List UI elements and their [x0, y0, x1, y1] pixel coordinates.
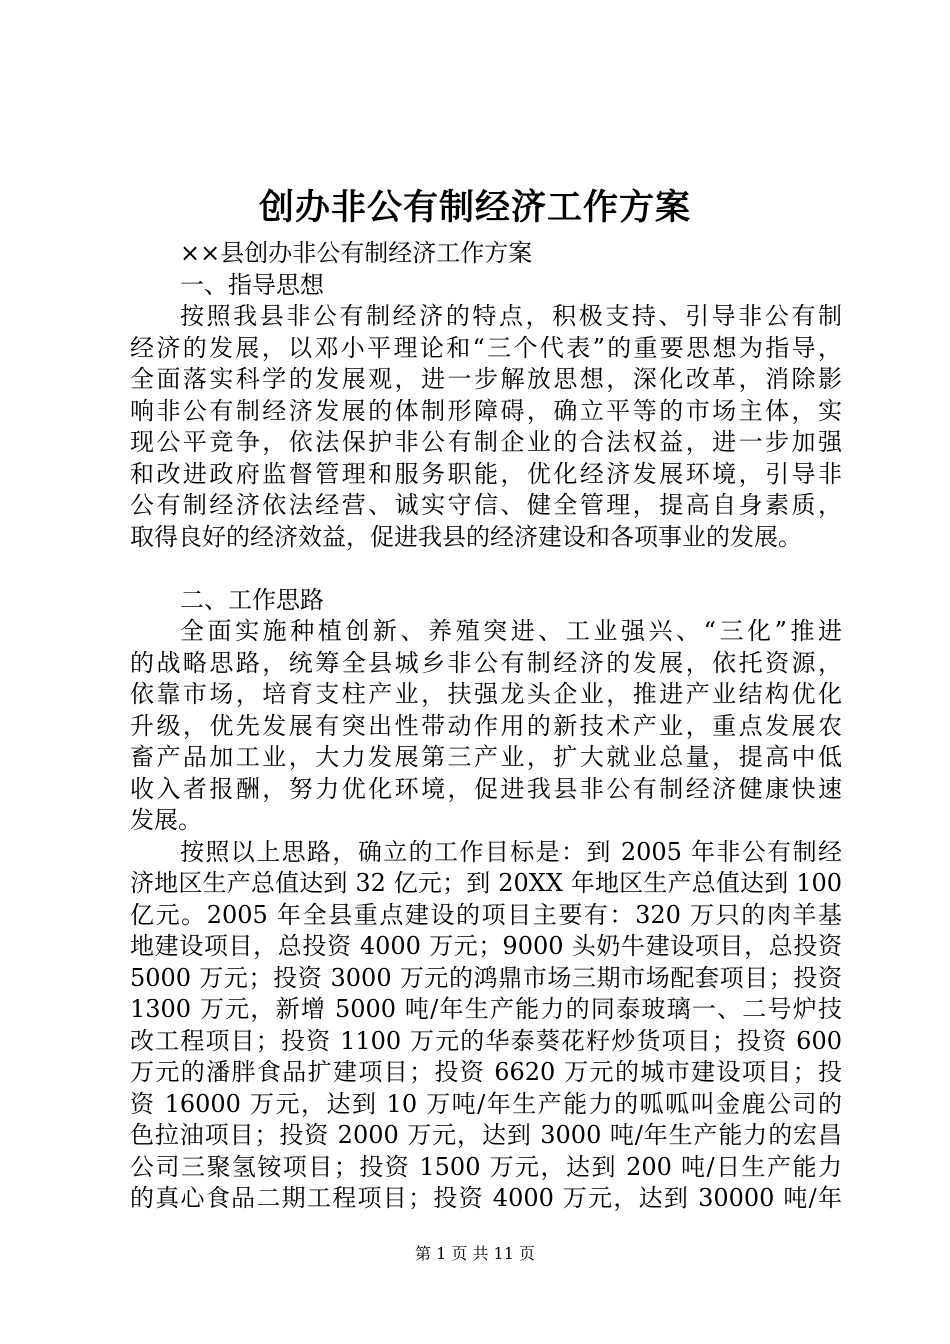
paragraph-line: 5000 万元；投资 3000 万元的鸿鼎市场三期市场配套项目；投资 — [130, 963, 842, 992]
section-heading: 一、指导思想 — [180, 270, 324, 299]
page-footer: 第 1 页 共 11 页 — [415, 1244, 535, 1263]
paragraph-line: 改工程项目；投资 1100 万元的华泰葵花籽炒货项目；投资 600 — [130, 1026, 842, 1055]
paragraph-line: 按照我县非公有制经济的特点，积极支持、引导非公有制 — [180, 302, 842, 330]
paragraph-line: 全面实施种植创新、养殖突进、工业强兴、“三化”推进 — [180, 617, 842, 645]
paragraph-line: 依靠市场，培育支柱产业，扶强龙头企业，推进产业结构优化 — [130, 680, 842, 708]
paragraph-line: 按照以上思路，确立的工作目标是：到 2005 年非公有制经 — [180, 837, 842, 866]
paragraph-work-goals — [130, 837, 842, 1215]
paragraph-line: 公有制经济依法经营、诚实守信、健全管理，提高自身素质， — [130, 491, 842, 519]
document-body — [130, 238, 842, 1215]
paragraph-line: 畜产品加工业，大力发展第三产业，扩大就业总量，提高中低 — [130, 743, 842, 771]
paragraph-line: 收入者报酬，努力优化环境，促进我县非公有制经济健康快速 — [130, 774, 842, 803]
paragraph-line: 和改进政府监督管理和服务职能，优化经济发展环境，引导非 — [130, 459, 842, 488]
paragraph-line: 全面落实科学的发展观，进一步解放思想，深化改革，消除影 — [130, 365, 842, 393]
paragraph-line: 经济的发展，以邓小平理论和“三个代表”的重要思想为指导， — [130, 333, 842, 362]
paragraph-line: 地建设项目，总投资 4000 万元；9000 头奶牛建设项目，总投资 — [130, 932, 842, 960]
paragraph-line: 响非公有制经济发展的体制形障碍，确立平等的市场主体，实 — [130, 396, 842, 425]
paragraph-line: 的真心食品二期工程项目；投资 4000 万元，达到 30000 吨/年 — [130, 1184, 842, 1212]
paragraph-line: 1300 万元，新增 5000 吨/年生产能力的同泰玻璃一、二号炉技 — [130, 995, 842, 1023]
document-title: 创办非公有制经济工作方案 — [258, 187, 691, 228]
document-subtitle: ××县创办非公有制经济工作方案 — [180, 239, 533, 267]
paragraph-line: 济地区生产总值达到 32 亿元；到 20XX 年地区生产总值达到 100 — [130, 869, 842, 897]
paragraph-line: 的战略思路，统筹全县城乡非公有制经济的发展，依托资源， — [130, 648, 842, 677]
paragraph-guiding-thought — [130, 301, 842, 553]
paragraph-line: 现公平竞争，依法保护非公有制企业的合法权益，进一步加强 — [130, 428, 842, 456]
paragraph-line: 资 16000 万元，达到 10 万吨/年生产能力的呱呱叫金鹿公司的 — [130, 1089, 842, 1118]
paragraph-line: 升级，优先发展有突出性带动作用的新技术产业，重点发展农 — [130, 711, 842, 740]
paragraph-line: 色拉油项目；投资 2000 万元，达到 3000 吨/年生产能力的宏昌 — [130, 1121, 842, 1149]
paragraph-line: 公司三聚氢铵项目；投资 1500 万元，达到 200 吨/日生产能力 — [130, 1152, 842, 1181]
paragraph-gap — [130, 553, 842, 585]
section-heading: 二、工作思路 — [180, 585, 324, 614]
paragraph-line: 亿元。2005 年全县重点建设的项目主要有：320 万只的肉羊基 — [130, 900, 842, 929]
paragraph-line: 万元的潘胖食品扩建项目；投资 6620 万元的城市建设项目；投 — [130, 1058, 842, 1086]
paragraph-line: 取得良好的经济效益，促进我县的经济建设和各项事业的发展。 — [130, 522, 802, 551]
paragraph-line: 发展。 — [130, 806, 202, 834]
paragraph-work-idea — [130, 616, 842, 837]
